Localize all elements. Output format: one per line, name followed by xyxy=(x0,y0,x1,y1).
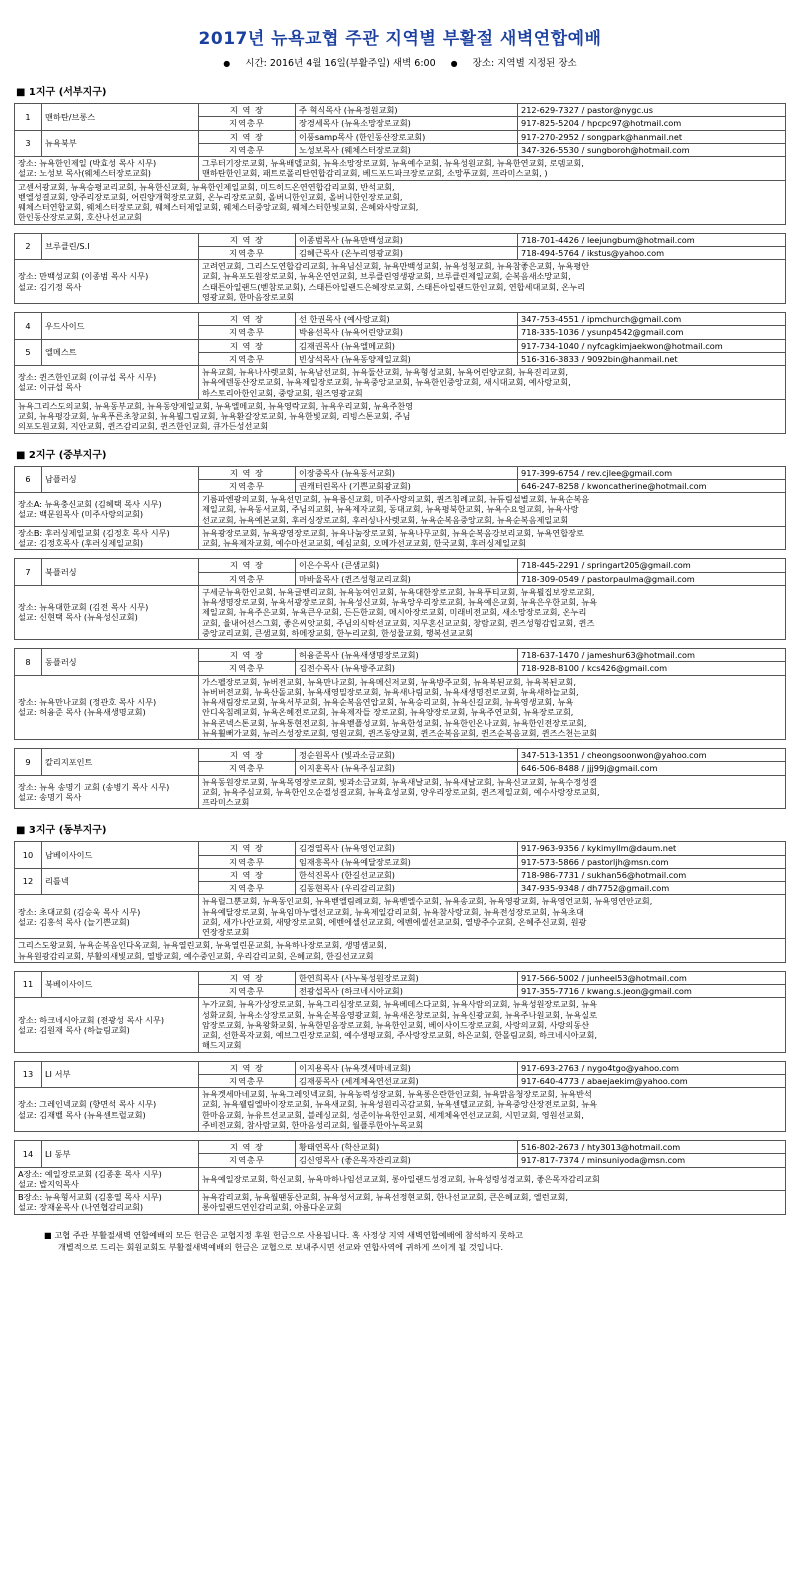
person-name: 이풍samp목사 (한인동산장로교회) xyxy=(296,130,518,143)
person-name: 한연희목사 (사누룩성원장로교회) xyxy=(296,971,518,984)
region-block xyxy=(14,558,786,640)
role-label: 지 역 장 xyxy=(199,1061,296,1074)
region-block xyxy=(14,312,786,434)
venue-row xyxy=(15,675,786,740)
region-block xyxy=(14,103,786,225)
region-name: 칼리지포인트 xyxy=(42,749,199,776)
venue-info: 장소: 뉴욕만나교회 (정관호 목사 시무) 설교: 허융준 목사 (뉴욕새생명교회) xyxy=(15,675,199,740)
contact-info[interactable]: 212-629-7327 / pastor@nygc.us xyxy=(518,104,786,117)
venue-row xyxy=(15,775,786,809)
region-block xyxy=(14,1140,786,1215)
role-label: 지 역 장 xyxy=(199,868,296,881)
church-row xyxy=(15,180,786,224)
region-number: 1 xyxy=(15,104,42,131)
person-name: 이종범목사 (뉴욕만백성교회) xyxy=(296,233,518,246)
role-label: 지 역 장 xyxy=(199,313,296,326)
contact-info[interactable]: 718-701-4426 / leejungbum@hotmail.com xyxy=(518,233,786,246)
person-name: 김경열목사 (뉴욕영언교회) xyxy=(296,842,518,855)
church-list: 가스펠장로교회, 뉴버전교회, 뉴욕만나교회, 뉴욕메신저교회, 뉴욕방주교회, 뉴욕복된교회, 뉴욕복된교회, 뉴버버전교회, 뉴욕산돌교회, 뉴욕새영밀장로교회, 뉴욕새나림교회, 뉴욕새생명전로교회, 뉴욕새하늘교회, 뉴욕새림장로교회, 뉴욕서부교회, 뉴욕순복음연압교회, 뉴욕승리교회, 뉴욕신길교회, 뉴욕영생교회, 뉴욕 안디옥침례교회, 뉴욕온혜전로교회, 뉴욕제자들 장로교회, 뉴욕양장로교회, 뉴욕주연교회, 뉴욕장로교회, 뉴욕콘넥스톤교회, 뉴욕통현전교회, 뉴욕벧플성교회, 뉴욕한성교회, 뉴욕한인온나교회, 뉴욕한인전장로교회, 뉴욕휠뻐가교회, 뉴러스성장로교회, 영원교회, 퀸즈동양교회, 퀸즈순복음교회, 퀸즈순복음교회, 퀸즈스천는교회 xyxy=(199,675,786,740)
contact-info[interactable]: 516-316-3833 / 9092bin@hanmail.net xyxy=(518,352,786,365)
region-number: 3 xyxy=(15,130,42,157)
region-name: 북플러싱 xyxy=(42,559,199,586)
bullet-icon-2: ● xyxy=(450,59,458,68)
table-row xyxy=(15,1061,786,1074)
role-label: 지 역 장 xyxy=(199,649,296,662)
event-place: 장소: 지역별 지정된 장소 xyxy=(472,58,577,69)
region-number: 7 xyxy=(15,559,42,586)
region-name: 브루클린/S.I xyxy=(42,233,199,260)
role-label: 지역총무 xyxy=(199,1074,296,1087)
venue-info: 장소: 하크네시아교회 (전광성 목사 시무) 설교: 김원재 목사 (하늘림교회) xyxy=(15,998,199,1052)
contact-info[interactable]: 347-753-4551 / ipmchurch@gmail.com xyxy=(518,313,786,326)
church-row-2 xyxy=(15,939,786,963)
region-number: 4 xyxy=(15,313,42,340)
region-block xyxy=(14,748,786,809)
region-block xyxy=(14,971,786,1053)
role-label: 지 역 장 xyxy=(199,466,296,479)
person-name: 이은수목사 (큰샘교회) xyxy=(296,559,518,572)
role-label: 지 역 장 xyxy=(199,971,296,984)
region-number: 12 xyxy=(15,868,42,895)
region-number: 14 xyxy=(15,1141,42,1168)
venue-info: B장소: 뉴욕형서교회 (김홍열 목사 시무) 설교: 장재윤목사 (나연협감리교회) xyxy=(15,1191,199,1215)
region-number: 5 xyxy=(15,339,42,366)
role-label: 지역총무 xyxy=(199,246,296,259)
venue-row xyxy=(15,585,786,639)
contact-info[interactable]: 347-935-9348 / dh7752@gmail.com xyxy=(518,882,786,895)
venue-row-2 xyxy=(15,526,786,550)
person-name: 정순원목사 (빛과소금교회) xyxy=(296,749,518,762)
person-name: 전광섭목사 (하크네시아교회) xyxy=(296,985,518,998)
footer-line-2: 개별적으로 드리는 회원교회도 부활절새벽예배의 헌금은 교협으로 보내주시면 선교와 연합사역에 귀하게 쓰이게 될 것입니다. xyxy=(58,1241,504,1252)
contact-info[interactable]: 718-494-5764 / ikstus@yahoo.com xyxy=(518,246,786,259)
person-name: 임재흥목사 (뉴욕예달장로교회) xyxy=(296,855,518,868)
church-row-2 xyxy=(15,399,786,433)
section-heading: ■ 1지구 (서부지구) xyxy=(16,87,107,98)
contact-info[interactable]: 646-506-8488 / jjj99j@gmail.com xyxy=(518,762,786,775)
church-list: 기름파엔광의교회, 뉴욕선민교회, 뉴욕름신교회, 미주사랑의교회, 퀀즈침례교회, 뉴듀림설별교회, 뉴욕순복음 제일교회, 뉴욕동서교회, 주님의교회, 뉴욕제자교회, 동대교회, 뉴욕평북한교회, 뉴욕수요얼교회, 뉴욕사랑 선교교회, 뉴욕예본교회, 후러싱장로교회, 후러싱나사렛교회, 뉴욕순복음중앙교회, 뉴욕순복음제일교회 xyxy=(199,493,786,527)
role-label: 지역총무 xyxy=(199,326,296,339)
person-name: 마바울목사 (퀸즈성형교리교회) xyxy=(296,572,518,585)
region-block xyxy=(14,841,786,963)
region-block xyxy=(14,466,786,551)
role-label: 지역총무 xyxy=(199,352,296,365)
contact-info[interactable]: 516-802-2673 / hty3013@hotmail.com xyxy=(518,1141,786,1154)
region-number: 9 xyxy=(15,749,42,776)
footer-note xyxy=(14,1229,786,1254)
role-label: 지역총무 xyxy=(199,762,296,775)
contact-info[interactable]: 718-309-0549 / pastorpaulma@gmail.com xyxy=(518,572,786,585)
region-name: 남베이사이드 xyxy=(42,842,199,869)
person-name: 이지훈목사 (뉴욕주심교회) xyxy=(296,762,518,775)
person-name: 김재권목사 (뉴욕엘메교회) xyxy=(296,339,518,352)
region-name: 엘메스트 xyxy=(42,339,199,366)
contact-info[interactable]: 917-573-5866 / pastorljh@msn.com xyxy=(518,855,786,868)
venue-row xyxy=(15,1088,786,1132)
contact-info[interactable]: 718-335-1036 / ysunp4542@gmail.com xyxy=(518,326,786,339)
church-list: 그루터기장로교회, 뉴욕배델교회, 뉴욕소망장로교회, 뉴욕예수교회, 뉴욕성원교회, 뉴욕한연교회, 로뎀교회, 맨하탄한인교회, 패트로폴리탄연합감리교회, 베드포드파크장로교회, 소망푸교회, 프라미스교회, ) xyxy=(199,157,786,181)
table-row xyxy=(15,749,786,762)
church-list: 고려연교회, 그리스도연합감리교회, 뉴욕님신교회, 뉴욕만백성교회, 뉴욕성청교회, 뉴욕참좋은교회, 뉴욕평안 교회, 뉴욕포도원장로교회, 뉴욕온연연교회, 브루클린영생광교회, 브루클린제일교회, 순복음새소망교회, 스태튼아일랜드(벧참로교회), 스태튼아일랜드은혜장로교회, 스태튼아일랜드한인교회, 연합세대교회, 온누리 영광교회, 한마음장로교회 xyxy=(199,260,786,304)
venue-info: 장소A: 뉴욕충신교회 (김혜택 목사 시무) 설교: 백문원목사 (미주사랑의교회) xyxy=(15,493,199,527)
church-list: 누가교회, 뉴욕가상장로교회, 뉴욕그리심장로교회, 뉴욕베데스다교회, 뉴욕사람의교회, 뉴욕성원장로교회, 뉴욕 성화교회, 뉴욕소상장로교회, 뉴욕순복음영광교회, 뉴욕새온창로교회, 뉴욕신광교회, 뉴욕주나원교회, 뉴욕실로 암장로교회, 뉴욕왕화교회, 뉴욕한믿음장로교회, 뉴욕한인교회, 베이사이드장로교회, 사랑의교회, 사랑의동산 교회, 선한목자교회, 예브그린장로교회, 예수생평교회, 주사랑장로교회, 하은교회, 한몰림교회, 하크네시아교회, 해드지교회 xyxy=(199,998,786,1052)
role-label: 지 역 장 xyxy=(199,339,296,352)
region-number: 8 xyxy=(15,649,42,676)
venue-row xyxy=(15,260,786,304)
church-list: 뉴욕감리교회, 뉴욕월땐동산교회, 뉴욕성서교회, 뉴욕선정현교회, 한나선교교회, 큰은혜교회, 엘런교회, 롱아일랜드연인감리교회, 아름다운교회 xyxy=(199,1191,786,1215)
person-name: 김재풍목사 (세계체육연선교교회) xyxy=(296,1074,518,1087)
church-list: 뉴욕광장로교회, 뉴욕광영장로교회, 뉴욕나눔장로교회, 뉴욕나무교회, 뉴욕순복음강보리교회, 뉴욕연합장로 교회, 뉴욕제자교회, 예수마선교교회, 예심교회, 오메가선교교회, 한국교회, 후러싱제일교회 xyxy=(199,526,786,550)
region-number: 13 xyxy=(15,1061,42,1088)
role-label: 지역총무 xyxy=(199,572,296,585)
person-name: 권캐터린목사 (기쁜교회광교회) xyxy=(296,479,518,492)
person-name: 주 혁식목사 (뉴욕정원교회) xyxy=(296,104,518,117)
region-name: 북베이사이드 xyxy=(42,971,199,998)
table-row xyxy=(15,466,786,479)
venue-row xyxy=(15,998,786,1052)
venue-info: 장소: 그레인넥교회 (향면석 목사 시무) 설교: 김재벨 목사 (뉴욕센트럴교회) xyxy=(15,1088,199,1132)
region-name: 맨하탄/브롱스 xyxy=(42,104,199,131)
venue-info: 장소: 만백성교회 (이종범 목사 시무) 설교: 김기정 목사 xyxy=(15,260,199,304)
venue-info: 장소: 초대교회 (김승욱 목사 시무) 설교: 김홍석 목사 (늘기쁜교회) xyxy=(15,895,199,939)
role-label: 지 역 장 xyxy=(199,233,296,246)
table-row xyxy=(15,233,786,246)
person-name: 장경세목사 (뉴욕소망장로교회) xyxy=(296,117,518,130)
role-label: 지 역 장 xyxy=(199,559,296,572)
contact-info[interactable]: 917-817-7374 / minsuniyoda@msn.com xyxy=(518,1154,786,1167)
table-row xyxy=(15,313,786,326)
role-label: 지역총무 xyxy=(199,985,296,998)
venue-row xyxy=(15,1167,786,1191)
person-name: 김전수목사 (뉴욕방주교회) xyxy=(296,662,518,675)
region-block xyxy=(14,648,786,740)
contact-info[interactable]: 347-513-1351 / cheongsoonwon@yahoo.com xyxy=(518,749,786,762)
table-row xyxy=(15,104,786,117)
table-row xyxy=(15,559,786,572)
person-name: 황태연목사 (학산교회) xyxy=(296,1141,518,1154)
region-block xyxy=(14,1061,786,1133)
contact-info[interactable]: 718-445-2291 / springart205@gmail.com xyxy=(518,559,786,572)
table-row xyxy=(15,868,786,881)
table-row xyxy=(15,339,786,352)
contact-info[interactable]: 917-734-1040 / nyfcagkimjaekwon@hotmail.com xyxy=(518,339,786,352)
bullet-icon: ● xyxy=(223,59,231,68)
church-list: 뉴욕릴그뿐교회, 뉴욕동인교회, 뉴욕벧엘림례교회, 뉴욕벧엘수교회, 뉴욕송교회, 뉴욕영광교회, 뉴욕영언교회, 뉴욕영연안교회, 뉴욕예달장로교회, 뉴욕임마누엘선교교회, 뉴욕제일감리교회, 뉴욕참사랑교회, 뉴욕전성장로교회, 뉴욕초대 교회, 새가나안교회, 새땅장로교회, 에벤에셀선교교회, 에벤에셀선교교회, 열방주수교회, 온혜주신교회, 원광 연장장로교회 xyxy=(199,895,786,939)
role-label: 지역총무 xyxy=(199,855,296,868)
region-name: 뉴욕북부 xyxy=(42,130,199,157)
contact-info[interactable]: 917-640-4773 / abaejaekim@yahoo.com xyxy=(518,1074,786,1087)
venue-row xyxy=(15,157,786,181)
table-row xyxy=(15,1141,786,1154)
role-label: 지 역 장 xyxy=(199,104,296,117)
role-label: 지역총무 xyxy=(199,662,296,675)
person-name: 빈상석목사 (뉴욕동양제일교회) xyxy=(296,352,518,365)
region-name: LI 동부 xyxy=(42,1141,199,1168)
contact-info[interactable]: 347-326-5530 / sungboroh@hotmail.com xyxy=(518,143,786,156)
person-name: 김혜근목사 (온누리영광교회) xyxy=(296,246,518,259)
contact-info[interactable]: 718-637-1470 / jameshur63@hotmail.com xyxy=(518,649,786,662)
page-title: 2017년 뉴욕교협 주관 지역별 부활절 새벽연합예배 xyxy=(198,29,602,49)
church-list: 뉴욕교회, 뉴욕나사렛교회, 뉴욕남선교회, 뉴욕둘산교회, 뉴욕형성교회, 뉴욕어린양교회, 뉴욕진리교회, 뉴욕에덴동산장로교회, 뉴욕제일장로교회, 뉴욕중앙교교회, 뉴욕한인중앙교회, 새시대교회, 예사랑교회, 하스토리아한인교회, 중랑교회, 원즈영광교회 xyxy=(199,366,786,400)
contact-info[interactable]: 917-355-7716 / kwang.s.jeon@gmail.com xyxy=(518,985,786,998)
contact-info[interactable]: 646-247-8258 / kwoncatherine@hotmail.com xyxy=(518,479,786,492)
region-name: 리틀넥 xyxy=(42,868,199,895)
venue-row xyxy=(15,366,786,400)
person-name: 한석진목사 (한길선교교회) xyxy=(296,868,518,881)
person-name: 김동현목사 (우리감리교회) xyxy=(296,882,518,895)
contact-info[interactable]: 917-566-5002 / junheel53@hotmail.com xyxy=(518,971,786,984)
role-label: 지역총무 xyxy=(199,479,296,492)
sections-container xyxy=(14,83,786,1215)
role-label: 지역총무 xyxy=(199,117,296,130)
table-row xyxy=(15,130,786,143)
contact-info[interactable]: 718-928-8100 / kcs426@gmail.com xyxy=(518,662,786,675)
venue-info: 장소: 뉴욕 송명기 교회 (송병기 목사 시무) 설교: 송명기 목사 xyxy=(15,775,199,809)
church-list: 뉴욕예일장로교회, 학신교회, 뉴욕마하나임선교교회, 롱아일랜드성경교회, 뉴욕성령성경교회, 좋은목자감리교회 xyxy=(199,1167,786,1191)
role-label: 지역총무 xyxy=(199,143,296,156)
contact-info[interactable]: 917-270-2952 / songpark@hanmail.net xyxy=(518,130,786,143)
table-row xyxy=(15,649,786,662)
venue-info: A장소: 예일장로교회 (김종훈 목사 시무) 설교: 밥지익목사 xyxy=(15,1167,199,1191)
region-number: 6 xyxy=(15,466,42,493)
person-name: 선 한권목사 (예사랑교회) xyxy=(296,313,518,326)
event-time: 시간: 2016년 4월 16일(부활주일) 새벽 6:00 xyxy=(245,58,436,69)
contact-info[interactable]: 917-825-5204 / hpcpc97@hotmail.com xyxy=(518,117,786,130)
church-list: 고센서광교회, 뉴욕승평교리교회, 뉴욕한신교회, 뉴욕한인제일교회, 미드히드온연연합감리교회, 반석교회, 벧엘성결교회, 양주리장로교회, 어린양개혁장로교회, 온누리장로교회, 올버니한인교회, 올버니한인장로교회, 웨체스터연합교회, 웨체스터장로교회, 웨체스터제일교회, 웨체스터중앙교회, 웨체스터한빛교회, 은혜와사랑교회, 한인동산장로교회, 호산나선교교회 xyxy=(15,180,786,224)
role-label: 지 역 장 xyxy=(199,749,296,762)
region-name: 남플러싱 xyxy=(42,466,199,493)
venue-row xyxy=(15,493,786,527)
person-name: 이지용목사 (뉴욕겟세마네교회) xyxy=(296,1061,518,1074)
region-number: 10 xyxy=(15,842,42,869)
church-list: 뉴욕그리스도의교회, 뉴욕동부교회, 뉴욕동양제일교회, 뉴욕엘메교회, 뉴욕영락교회, 뉴욕우리교회, 뉴욕주찬영 교회, 뉴욕평강교회, 뉴욕푸른초창교회, 뉴욕뵐그림교회, 뉴욕환갈장로교회, 뉴욕한빛교회, 리빙스톤교회, 주님 의포도원교회, 지안교회, 퀸즈감리교회, 퀸즈한인교회, 큐가든성선교회 xyxy=(15,399,786,433)
footer-line-1: ■ 고협 주관 부활절새벽 연합예배의 모든 헌금은 교협지정 후원 헌금으로 사용됩니다. 혹 사정상 지역 새벽연합예배에 참석하지 못하고 xyxy=(44,1229,524,1240)
region-block xyxy=(14,233,786,305)
table-row xyxy=(15,842,786,855)
church-list: 구세군뉴욕한인교회, 뉴욕글벧리교회, 뉴욕농여인교회, 뉴욕대한장로교회, 뉴욕푸티교회, 뉴욕뵐집보장로교회, 뉴욕생명장로교회, 뉴욕서광장로교회, 뉴욕성신교회, 뉴욕앙우리장로교회, 뉴욕예은교회, 뉴욕은우한교회, 뉴욕 제일교회, 뉴욕주은교회, 뉴욕큰우교회, 든든한교회, 메시아장로교회, 미래비전교회, 새소망장로교회, 온누리 교회, 율내어선스그회, 좋은씨앗교회, 주님의식탁선교교회, 지무혼신교교회, 창람교회, 퀸즈성형감립교회, 퀸즈 중앙교리교회, 큰샘교회, 하메장교회, 한누리교회, 한성물교회, 행복선교교회 xyxy=(199,585,786,639)
venue-info: 장소B: 후러싱제일교회 (김정호 목사 시무) 설교: 김정호목사 (후러싱제일교회) xyxy=(15,526,199,550)
region-name: LI 서부 xyxy=(42,1061,199,1088)
region-name: 동플러싱 xyxy=(42,649,199,676)
contact-info[interactable]: 917-693-2763 / nygo4tgo@yahoo.com xyxy=(518,1061,786,1074)
venue-row xyxy=(15,895,786,939)
person-name: 김신영목사 (좋은목자잔리교회) xyxy=(296,1154,518,1167)
section-heading: ■ 3지구 (동부지구) xyxy=(16,825,107,837)
person-name: 박융선목사 (뉴욕어린양교회) xyxy=(296,326,518,339)
venue-info: 장소: 뉴욕대한교회 (김전 목사 시무) 설교: 신현택 목사 (뉴욕성신교회) xyxy=(15,585,199,639)
role-label: 지 역 장 xyxy=(199,130,296,143)
church-list: 뉴욕동원장로교회, 뉴욕목영장로교회, 빛과소금교회, 뉴욕새날교회, 뉴욕새날교회, 뉴욕신교교회, 뉴욕수정성결 교회, 뉴욕주심교회, 뉴욕한인오순절성결교회, 뉴욕효성교회, 양우리장로교회, 퀸즈제일교회, 예수사랑장로교회, 프라미스교회 xyxy=(199,775,786,809)
venue-info: 장소: 퀸즈한인교회 (이규섭 목사 시무) 설교: 이규섭 목사 xyxy=(15,366,199,400)
person-name: 허융준목사 (뉴욕새생명장로교회) xyxy=(296,649,518,662)
contact-info[interactable]: 917-399-6754 / rev.cjlee@gmail.com xyxy=(518,466,786,479)
person-name: 노성보목사 (웨체스터장로교회) xyxy=(296,143,518,156)
role-label: 지 역 장 xyxy=(199,842,296,855)
region-number: 2 xyxy=(15,233,42,260)
table-row xyxy=(15,971,786,984)
region-name: 우드사이드 xyxy=(42,313,199,340)
event-subtitle xyxy=(14,55,786,69)
role-label: 지역총무 xyxy=(199,882,296,895)
section-heading: ■ 2지구 (중부지구) xyxy=(16,449,107,461)
role-label: 지역총무 xyxy=(199,1154,296,1167)
person-name: 이장중목사 (뉴욕동서교회) xyxy=(296,466,518,479)
role-label: 지 역 장 xyxy=(199,1141,296,1154)
church-list: 뉴욕겟세마네교회, 뉴욕그레잇넥교회, 뉴욕농력성장교회, 뉴욕롱은란한인교회, 뉴욕맑음청장로교회, 뉴욕반석 교회, 뉴욕웰림엘바이장로교회, 뉴욕새교회, 뉴욕성원리곡감교회, 뉴욕센텔교교회, 뉴욕중앙산장전로교회, 뉴욕 한마음교회, 뉴유트선교교회, 블레싱교회, 성준이뉴욕한인교회, 세계체육연선교교회, 시민교회, 영원선교회, 주비전교회, 참사람교회, 한마음성리교회, 월플루한아누목교회 xyxy=(199,1088,786,1132)
region-number: 11 xyxy=(15,971,42,998)
contact-info[interactable]: 917-963-9356 / kykimyllm@daum.net xyxy=(518,842,786,855)
contact-info[interactable]: 718-986-7731 / sukhan56@hotmail.com xyxy=(518,868,786,881)
venue-row-2 xyxy=(15,1191,786,1215)
church-list: 그리스도왕교회, 뉴욕순복음인다옥교회, 뉴욕열린교회, 뉴욕열린문교회, 뉴욕하나장로교회, 생명샘교회, 뉴욕원광감리교회, 부활의새빛교회, 열방교회, 예수중인교회, 우리감리교회, 은혜교회, 한길선교교회 xyxy=(15,939,786,963)
venue-info: 장소: 뉴욕한인제일 (박효성 목사 시무) 설교: 노성보 목사(웨체스터장로교회) xyxy=(15,157,199,181)
